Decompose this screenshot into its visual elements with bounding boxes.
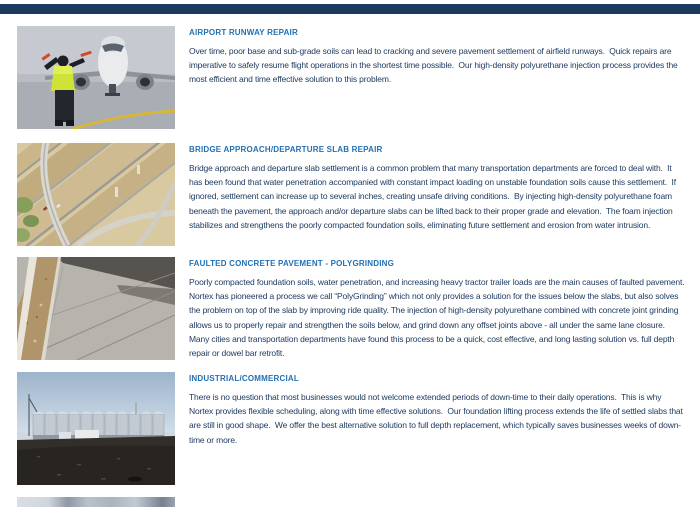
section-body-text: Bridge approach and departure slab settlement is a common problem that many transportation departments are forced to deal with. It has been found that water penetration accompanied with constant impact loading on unstable foundation soils cause this settlement. If ignored, settlement can increase up to several inches, creating unsafe driving conditions. By injecting high-density polyurethane foam beneath the pavement, the approach and/or departure slabs can be lifted back to their proper grade and elevation. The foam injection stabilizes and strengthens the poorly compacted foundation soils, eliminating future settlement and erosion from water intrusion. (189, 163, 679, 230)
section-heading: FAULTED CONCRETE PAVEMENT - POLYGRINDING (189, 259, 395, 268)
next-section-photo-partial (17, 497, 175, 507)
airport-runway-photo (17, 26, 175, 129)
concrete-pavement-photo (17, 257, 175, 360)
section-body-text: There is no question that most businesses would not welcome extended periods of down-time to their daily operations. This is why Nortex provides flexible scheduling, along with time effective solutions. Our foundation lifting process extends the life of settled slabs that are still in good shape. We offer the best alternative solution to full depth replacement, which typically saves businesses weeks of down-time or more. (189, 392, 685, 445)
industrial-site-photo (17, 372, 175, 485)
section-body-text: Poorly compacted foundation soils, water penetration, and increasing heavy tractor trailer loads are the main causes of faulted pavement. Nortex has pioneered a process we call “PolyGrinding” which not only provides a solution for the issues below the slabs, but also solves the problem on top of the slab by improving ride quality. The injection of high-density polyurethane combined with concrete joint grinding allows us to properly repair and strengthen the soils below, and grind down any offset joints above - all under the same lane closure. Many cities and transportation departments have found this process to be a quick, cost effective, and long lasting solution vs. full depth repair or dowel bar retrofit. (189, 277, 687, 359)
section-content (189, 28, 686, 87)
section-heading: INDUSTRIAL/COMMERCIAL (189, 374, 299, 383)
section-body-text: Over time, poor base and sub-grade soils can lead to cracking and severe pavement settlement of airfield runways. Quick repairs are imperative to safely resume flight operations in the shortest time possible. Our high-density polyurethane injection process provides the most efficient and time effective solution to this problem. (189, 46, 680, 85)
section-heading: BRIDGE APPROACH/DEPARTURE SLAB REPAIR (189, 145, 383, 154)
section-heading: AIRPORT RUNWAY REPAIR (189, 28, 298, 37)
section-content (189, 259, 686, 360)
highway-interchange-photo (17, 143, 175, 246)
section-content (189, 374, 686, 447)
top-nav-bar (0, 4, 700, 14)
section-content (189, 145, 686, 232)
